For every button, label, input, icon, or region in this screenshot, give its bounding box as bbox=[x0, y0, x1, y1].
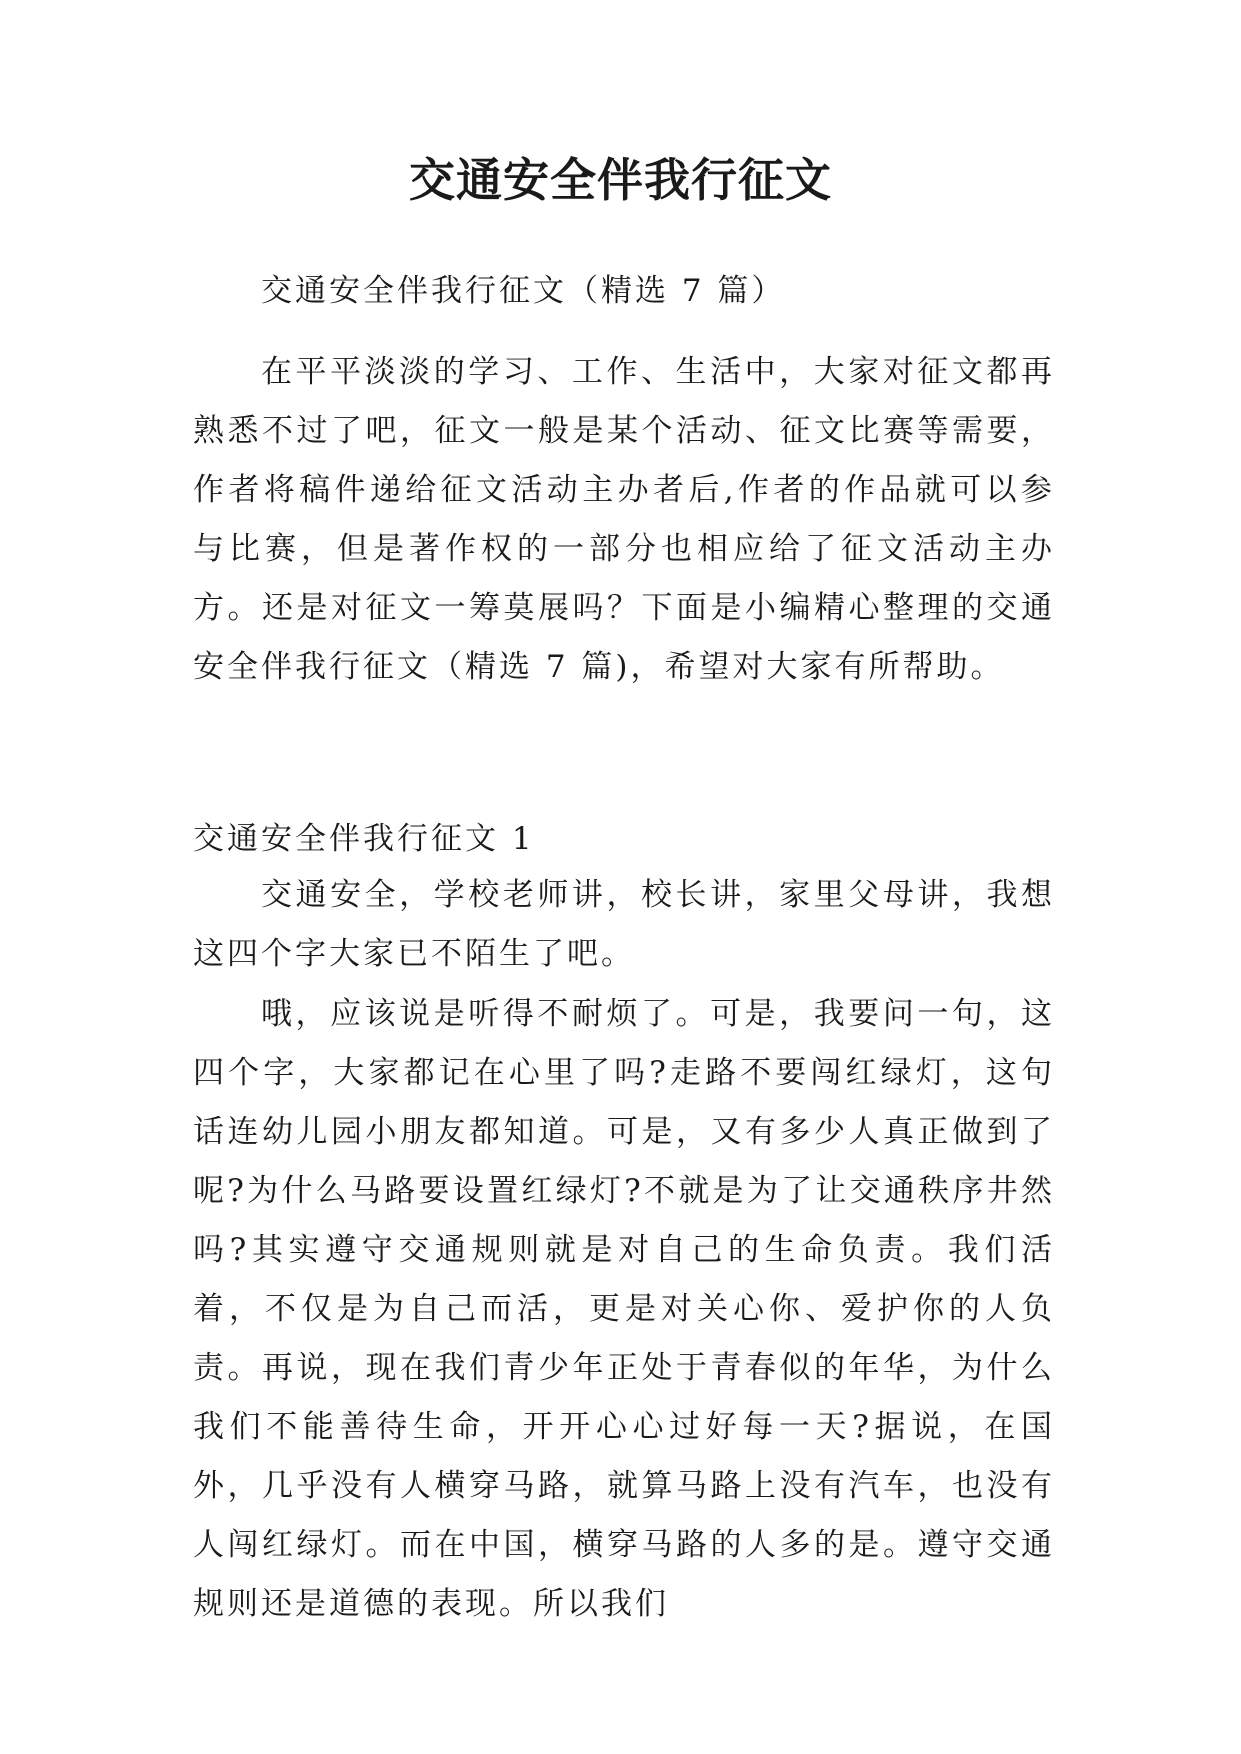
intro-paragraph: 在平平淡淡的学习、工作、生活中，大家对征文都再熟悉不过了吧，征文一般是某个活动、征文比赛等需要，作者将稿件递给征文活动主办者后,作者的作品就可以参与比赛，但是著作权的一部分也相应给了征文活动主办方。还是对征文一筹莫展吗？下面是小编精心整理的交通安全伴我行征文（精选 7 篇)，希望对大家有所帮助。 bbox=[193, 354, 1055, 685]
body-paragraph-1: 交通安全，学校老师讲，校长讲，家里父母讲，我想这四个字大家已不陌生了吧。 bbox=[193, 877, 1055, 972]
document-title: 交通安全伴我行征文 bbox=[409, 153, 832, 207]
document-subtitle: 交通安全伴我行征文（精选 7 篇） bbox=[261, 273, 786, 309]
body-paragraph-2: 哦，应该说是听得不耐烦了。可是，我要问一句，这四个字，大家都记在心里了吗?走路不要闯红绿灯，这句话连幼儿园小朋友都知道。可是，又有多少人真正做到了呢?为什么马路要设置红绿灯?不就是为了让交通秩序井然吗?其实遵守交通规则就是对自己的生命负责。我们活着，不仅是为自己而活，更是对关心你、爱护你的人负责。再说，现在我们青少年正处于青春似的年华，为什么我们不能善待生命，开开心心过好每一天?据说，在国外，几乎没有人横穿马路，就算马路上没有汽车，也没有人闯红绿灯。而在中国，横穿马路的人多的是。遵守交通规则还是道德的表现。所以我们 bbox=[193, 996, 1055, 1622]
section-heading: 交通安全伴我行征文 1 bbox=[193, 821, 535, 857]
